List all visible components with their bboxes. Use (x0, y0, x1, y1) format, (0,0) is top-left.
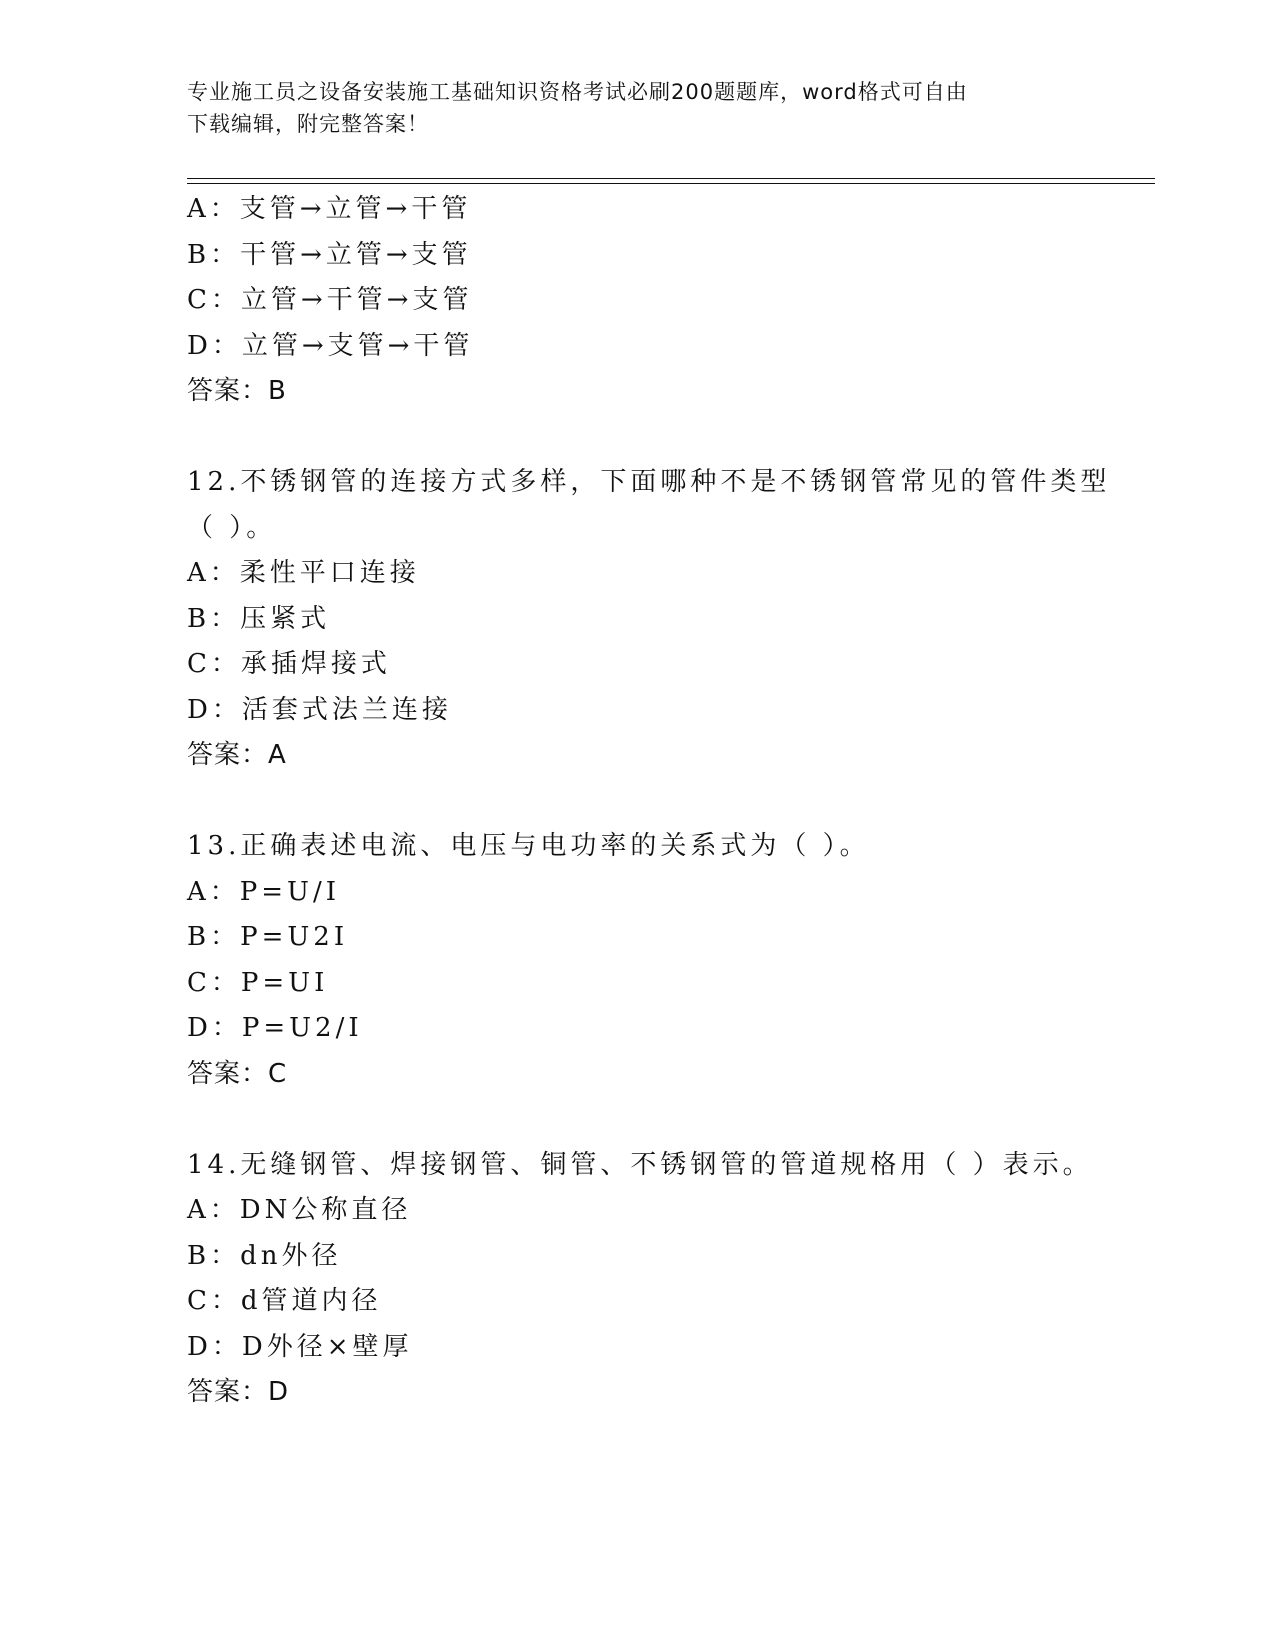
option-a: A：P=U/I (187, 876, 340, 907)
question-block-11 (187, 187, 1087, 415)
question-text: 14.无缝钢管、焊接钢管、铜管、不锈钢管的管道规格用（ ）表示。 (187, 1149, 1093, 1180)
option-c: C：承插焊接式 (187, 649, 391, 679)
option-c: C：立管→干管→支管 (187, 285, 473, 315)
answer-line: 答案：B (187, 376, 287, 406)
header-title-line-1: 专业施工员之设备安装施工基础知识资格考试必刷200题题库，word格式可自由 (187, 80, 968, 104)
block-spacer (187, 1097, 1087, 1143)
option-b: B：干管→立管→支管 (187, 239, 472, 270)
answer-line: 答案：D (187, 1377, 290, 1407)
option-c: C：P=UI (187, 967, 329, 998)
option-d: D：D外径×壁厚 (187, 1331, 413, 1362)
question-block-14 (187, 1143, 1093, 1416)
header-divider-top (187, 178, 1155, 179)
option-b: B：dn外径 (187, 1240, 342, 1271)
option-a: A：柔性平口连接 (187, 558, 420, 588)
question-block-12 (187, 460, 1111, 779)
option-c: C：d管道内径 (187, 1286, 382, 1316)
block-spacer (187, 415, 1087, 461)
header-title-line-2: 下载编辑，附完整答案！ (187, 112, 429, 136)
answer-line: 答案：C (187, 1058, 288, 1089)
option-d: D：P=U2/I (187, 1013, 363, 1043)
option-d: D：立管→支管→干管 (187, 330, 474, 361)
header-divider-bottom (187, 183, 1155, 184)
block-spacer (187, 779, 1087, 825)
answer-line: 答案：A (187, 740, 287, 770)
question-list (187, 187, 1111, 1416)
question-text: 12.不锈钢管的连接方式多样，下面哪种不是不锈钢管常见的管件类型 (187, 467, 1111, 497)
option-a: A：支管→立管→干管 (187, 194, 472, 224)
option-b: B：P=U2I (187, 922, 349, 952)
question-block-13 (187, 824, 1087, 1097)
option-d: D：活套式法兰连接 (187, 694, 452, 725)
document-header (187, 76, 1067, 140)
question-text: 13.正确表述电流、电压与电功率的关系式为（ ）。 (187, 831, 870, 861)
option-a: A：DN公称直径 (187, 1195, 412, 1225)
question-text-continued: （ ）。 (187, 512, 277, 543)
option-b: B：压紧式 (187, 603, 331, 634)
